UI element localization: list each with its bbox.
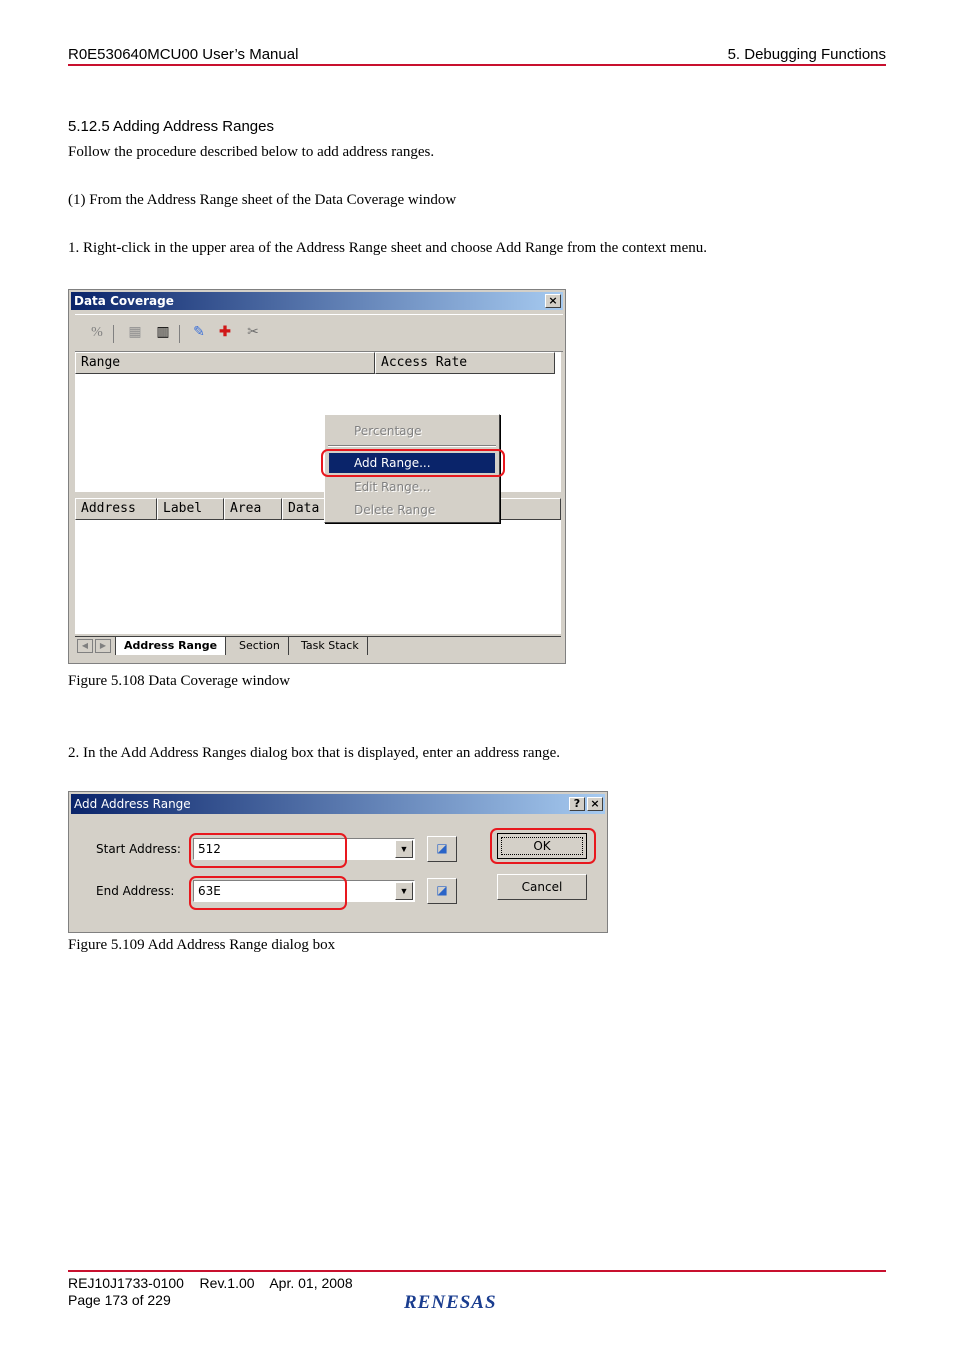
tab-address-range[interactable]: Address Range [115, 637, 226, 655]
address-browse-icon[interactable]: ◪ [427, 878, 457, 904]
menu-item-percentage[interactable]: Percentage [354, 424, 422, 438]
end-address-label: End Address: [96, 884, 175, 898]
start-address-input[interactable]: 512 [193, 838, 415, 860]
footer-doc-info [68, 1275, 353, 1291]
highlight-add-range [321, 449, 505, 477]
chevron-down-icon[interactable]: ▼ [395, 840, 413, 858]
section-heading: 5.12.5 Adding Address Ranges [68, 118, 274, 135]
window-title: Data Coverage [74, 294, 174, 308]
close-button[interactable]: × [545, 294, 561, 308]
add-address-range-dialog [68, 791, 608, 933]
menu-item-add-range[interactable]: Add Range... [329, 453, 495, 473]
start-address-label: Start Address: [96, 842, 181, 856]
counter-icon[interactable]: ▥ [156, 325, 170, 340]
figure-108-caption: Figure 5.108 Data Coverage window [68, 673, 291, 689]
end-address-input[interactable]: 63E [193, 880, 415, 902]
date: Apr. 01, 2008 [269, 1275, 353, 1291]
revision: Rev.1.00 [199, 1275, 255, 1291]
column-header-label[interactable]: Label [157, 498, 224, 520]
toolbar [75, 314, 563, 352]
add-range-icon[interactable]: ✚ [219, 325, 231, 340]
tab-scroll-right-icon[interactable]: ▶ [95, 639, 111, 653]
data-coverage-window [68, 289, 566, 664]
column-header-data[interactable]: Data [282, 498, 561, 520]
chip-icon[interactable]: ▦ [128, 325, 142, 340]
toolbar-separator [179, 325, 180, 343]
highlight-end-address [189, 876, 347, 910]
sheet-tabs-bar [75, 636, 561, 657]
help-button[interactable]: ? [569, 797, 585, 811]
close-button[interactable]: × [587, 797, 603, 811]
ok-button[interactable]: OK [497, 833, 587, 859]
wand-icon[interactable]: ✎ [193, 325, 205, 340]
remove-range-icon[interactable]: ✂ [247, 325, 259, 340]
tab-section[interactable]: Section [231, 637, 289, 655]
header-rule [68, 64, 886, 66]
manual-title: R0E530640MCU00 User’s Manual [68, 46, 299, 63]
step-1-text: 1. Right-click in the upper area of the Address Range sheet and choose Add Range from the context menu. [68, 240, 707, 256]
intro-text: Follow the procedure described below to add address ranges. [68, 144, 435, 160]
column-header-address[interactable]: Address [75, 498, 157, 520]
dialog-title: Add Address Range [74, 797, 191, 811]
renesas-logo: RENESAS [404, 1292, 497, 1313]
figure-109-caption: Figure 5.109 Add Address Range dialog box [68, 937, 336, 953]
cancel-button[interactable]: Cancel [497, 874, 587, 900]
column-header-area[interactable]: Area [224, 498, 282, 520]
menu-separator [328, 445, 496, 447]
column-header-access-rate[interactable]: Access Rate [375, 352, 555, 374]
footer-rule [68, 1270, 886, 1272]
chevron-down-icon[interactable]: ▼ [395, 882, 413, 900]
doc-number: REJ10J1733-0100 [68, 1275, 184, 1291]
percent-icon[interactable]: % [91, 325, 103, 340]
toolbar-separator [113, 325, 114, 343]
address-browse-icon[interactable]: ◪ [427, 836, 457, 862]
tab-task-stack[interactable]: Task Stack [293, 637, 368, 655]
window-title-bar [71, 292, 563, 310]
menu-item-edit-range[interactable]: Edit Range... [354, 480, 431, 494]
highlight-start-address [189, 833, 347, 868]
sub-heading: (1) From the Address Range sheet of the Data Coverage window [68, 192, 457, 208]
menu-item-delete-range[interactable]: Delete Range [354, 503, 436, 517]
chapter-title: 5. Debugging Functions [727, 46, 886, 63]
column-header-range[interactable]: Range [75, 352, 375, 374]
step-2-text: 2. In the Add Address Ranges dialog box that is displayed, enter an address range. [68, 745, 560, 761]
page-number: Page 173 of 229 [68, 1292, 171, 1308]
tab-scroll-left-icon[interactable]: ◀ [77, 639, 93, 653]
highlight-ok-button [490, 828, 596, 864]
dialog-title-bar [71, 794, 605, 814]
